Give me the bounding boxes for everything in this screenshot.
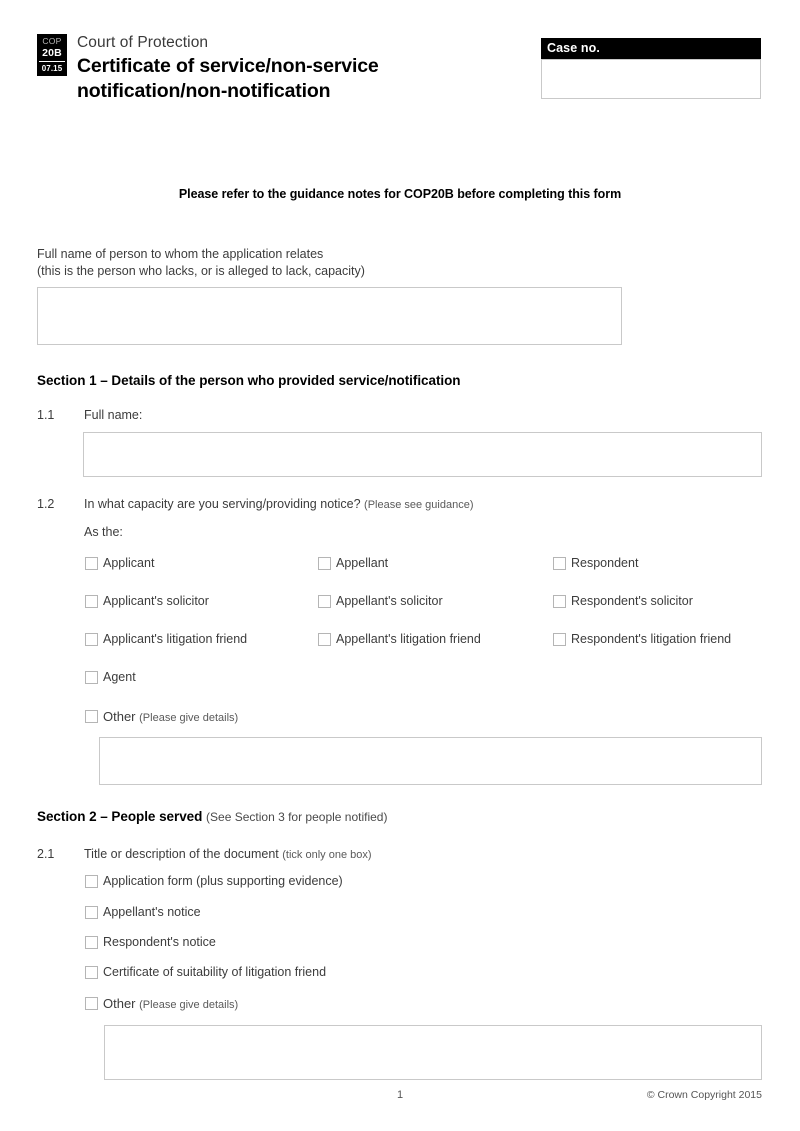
section-1-heading: Section 1 – Details of the person who provided service/notification <box>37 373 461 388</box>
logo-version: 07.15 <box>41 64 63 73</box>
checkbox-box-icon[interactable] <box>85 557 98 570</box>
person-name-label-line1: Full name of person to whom the application relates <box>37 247 324 261</box>
checkbox-label: Respondent's solicitor <box>571 594 693 608</box>
checkbox-label <box>103 995 238 1014</box>
checkbox-box-icon[interactable] <box>318 595 331 608</box>
question-1-2-hint: (Please see guidance) <box>364 499 474 511</box>
section-2-heading-sub: (See Section 3 for people notified) <box>206 810 388 824</box>
case-number-box <box>541 38 761 99</box>
question-2-1-text: Title or description of the document <box>84 847 279 861</box>
logo-code: COP <box>42 36 62 46</box>
page-number: 1 <box>396 1089 404 1101</box>
checkbox-box-icon[interactable] <box>553 633 566 646</box>
checkbox-box-icon[interactable] <box>85 906 98 919</box>
checkbox-label: Appellant <box>336 556 389 570</box>
checkbox-label: Respondent's litigation friend <box>571 632 732 646</box>
checkbox-box-icon[interactable] <box>85 875 98 888</box>
checkbox-appellants-solicitor[interactable] <box>318 593 443 610</box>
checkbox-other-hint: (Please give details) <box>139 999 239 1011</box>
person-name-input[interactable] <box>37 287 622 345</box>
checkbox-label: Applicant <box>103 556 155 570</box>
question-1-2-text: In what capacity are you serving/providing notice? <box>84 497 361 511</box>
checkbox-box-icon[interactable] <box>85 595 98 608</box>
checkbox-agent[interactable] <box>85 669 136 686</box>
logo-divider <box>39 61 65 62</box>
section-2-heading-text: Section 2 – People served <box>37 809 203 824</box>
case-number-input[interactable] <box>541 59 761 99</box>
checkbox-applicants-litigation-friend[interactable] <box>85 631 247 648</box>
question-1-2-number: 1.2 <box>37 497 55 511</box>
person-name-label-line2: (this is the person who lacks, or is alleged to lack, capacity) <box>37 264 365 278</box>
checkbox-appellants-litigation-friend[interactable] <box>318 631 481 648</box>
checkbox-label: Appellant's solicitor <box>336 594 443 608</box>
checkbox-box-icon[interactable] <box>85 633 98 646</box>
checkbox-box-icon[interactable] <box>85 671 98 684</box>
full-name-input[interactable] <box>83 432 762 477</box>
organisation-name: Court of Protection <box>77 34 209 51</box>
checkbox-box-icon[interactable] <box>553 595 566 608</box>
checkbox-label: Agent <box>103 670 136 684</box>
checkbox-label: Appellant's litigation friend <box>336 632 481 646</box>
copyright-notice: © Crown Copyright 2015 <box>646 1089 762 1101</box>
checkbox-applicant[interactable] <box>85 555 154 572</box>
case-number-label: Case no. <box>541 38 761 59</box>
checkbox-box-icon[interactable] <box>318 557 331 570</box>
question-1-1 <box>37 407 142 424</box>
checkbox-application-form[interactable] <box>85 873 343 890</box>
checkbox-other-text: Other <box>103 996 136 1011</box>
checkbox-other-hint: (Please give details) <box>139 712 239 724</box>
checkbox-label: Application form (plus supporting evidence) <box>103 874 343 888</box>
checkbox-label: Respondent's notice <box>103 935 216 949</box>
checkbox-appellant[interactable] <box>318 555 388 572</box>
checkbox-document-other[interactable] <box>85 995 238 1014</box>
checkbox-box-icon[interactable] <box>85 966 98 979</box>
checkbox-label <box>103 708 238 727</box>
checkbox-box-icon[interactable] <box>85 936 98 949</box>
cop-form-code-logo <box>37 34 67 76</box>
checkbox-respondent[interactable] <box>553 555 638 572</box>
checkbox-respondents-solicitor[interactable] <box>553 593 693 610</box>
question-2-1 <box>37 846 372 864</box>
checkbox-box-icon[interactable] <box>85 997 98 1010</box>
question-2-1-number: 2.1 <box>37 847 55 861</box>
checkbox-applicants-solicitor[interactable] <box>85 593 209 610</box>
question-1-1-number: 1.1 <box>37 408 55 422</box>
page-title: Certificate of service/non-service notification/non-notification <box>77 55 379 102</box>
person-name-label <box>37 246 637 280</box>
question-2-1-hint: (tick only one box) <box>282 849 372 861</box>
checkbox-certificate-of-suitability[interactable] <box>85 964 326 981</box>
checkbox-label: Applicant's solicitor <box>103 594 209 608</box>
section-2-heading <box>37 809 387 824</box>
question-2-1-label <box>84 846 372 864</box>
checkbox-label: Certificate of suitability of litigation friend <box>103 965 327 979</box>
checkbox-capacity-other[interactable] <box>85 708 238 727</box>
checkbox-respondents-notice[interactable] <box>85 934 216 951</box>
checkbox-box-icon[interactable] <box>553 557 566 570</box>
checkbox-respondents-litigation-friend[interactable] <box>553 631 731 648</box>
guidance-note: Please refer to the guidance notes for COP20B before completing this form <box>178 187 622 201</box>
checkbox-box-icon[interactable] <box>85 710 98 723</box>
logo-number: 20B <box>42 47 62 59</box>
question-1-1-label: Full name: <box>84 408 143 422</box>
capacity-other-details-input[interactable] <box>99 737 762 785</box>
checkbox-box-icon[interactable] <box>318 633 331 646</box>
checkbox-label: Applicant's litigation friend <box>103 632 248 646</box>
checkbox-other-text: Other <box>103 709 136 724</box>
as-the-label: As the: <box>84 525 123 539</box>
question-1-2 <box>37 496 474 514</box>
checkbox-appellants-notice[interactable] <box>85 904 201 921</box>
checkbox-label: Appellant's notice <box>103 905 201 919</box>
document-other-details-input[interactable] <box>104 1025 762 1080</box>
checkbox-label: Respondent <box>571 556 639 570</box>
question-1-2-label <box>84 496 474 514</box>
